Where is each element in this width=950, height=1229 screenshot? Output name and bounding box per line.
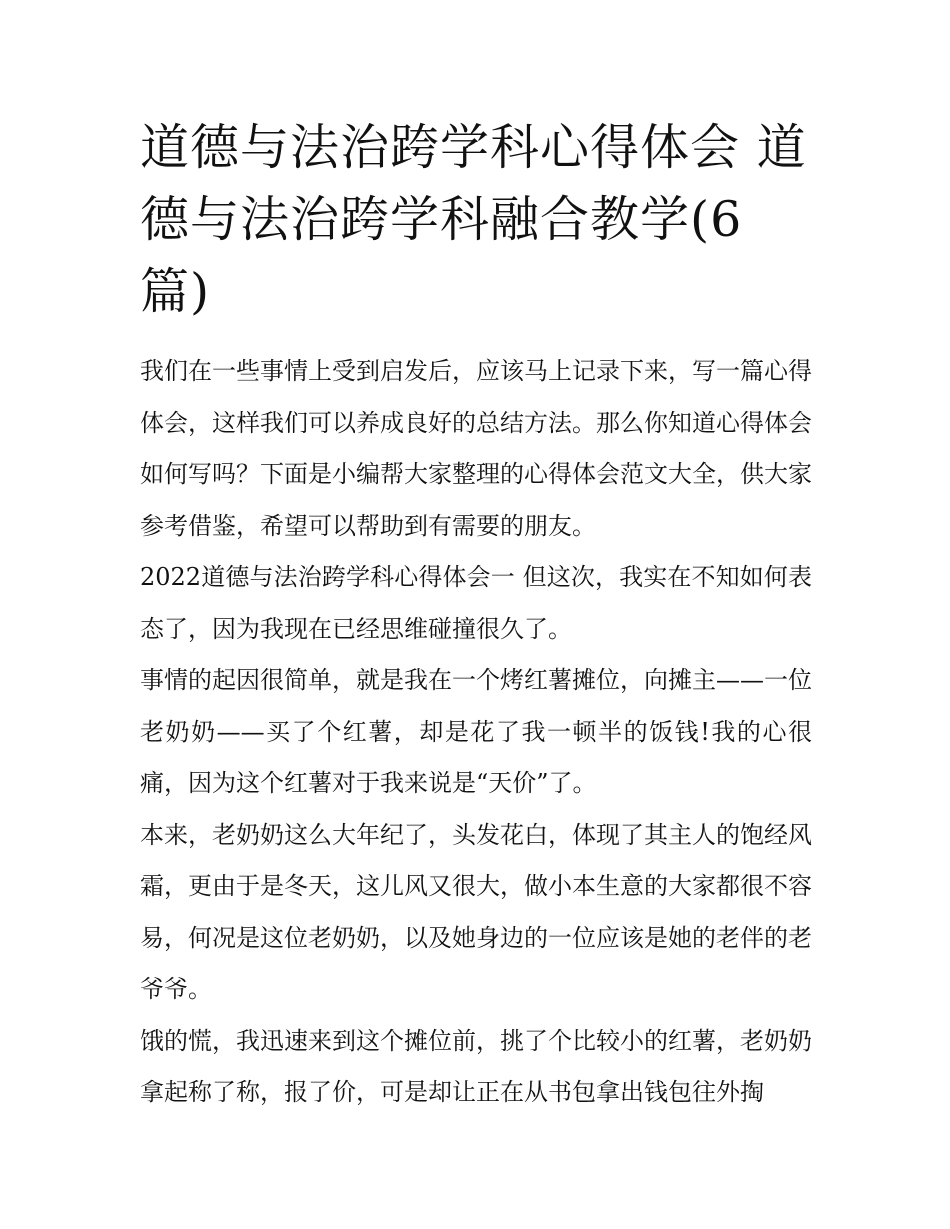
paragraph-cause: 事情的起因很简单，就是我在一个烤红薯摊位，向摊主——一位老奶奶——买了个红薯，却是花了我一顿半的饭钱!我的心很痛，因为这个红薯对于我来说是“天价”了。 xyxy=(140,666,812,797)
paragraph-grandma: 本来，老奶奶这么大年纪了，头发花白，体现了其主人的饱经风霜，更由于是冬天，这儿风又很大，做小本生意的大家都很不容易，何况是这位老奶奶，以及她身边的一位应该是她的老伴的老爷爷。 xyxy=(140,820,812,1003)
paragraph-purchase: 饿的慌，我迅速来到这个摊位前，挑了个比较小的红薯，老奶奶拿起称了称，报了价，可是却让正在从书包拿出钱包往外掏 xyxy=(140,1026,812,1106)
document-title: 道德与法治跨学科心得体会 道德与法治跨学科融合教学(6篇) xyxy=(140,119,807,320)
paragraph-section-one-opening: 2022道德与法治跨学科心得体会一 但这次，我实在不知如何表态了，因为我现在已经思维碰撞很久了。 xyxy=(140,563,812,643)
document-page xyxy=(140,112,812,1119)
paragraph-intro: 我们在一些事情上受到启发后，应该马上记录下来，写一篇心得体会，这样我们可以养成良好的总结方法。那么你知道心得体会如何写吗？下面是小编帮大家整理的心得体会范文大全，供大家参考借鉴，希望可以帮助到有需要的朋友。 xyxy=(140,357,812,540)
